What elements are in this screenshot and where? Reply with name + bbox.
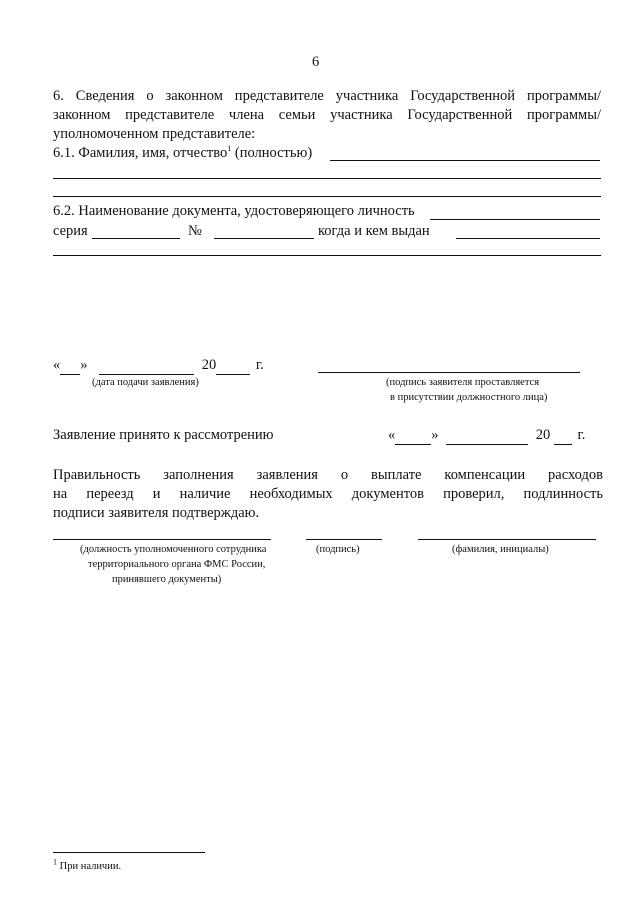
submission-close-quote: » — [80, 357, 88, 373]
officer-position-caption-3: принявшего документы) — [112, 574, 222, 585]
footnote-mark: 1 — [53, 857, 57, 867]
officer-position-caption-1: (должность уполномоченного сотрудника — [80, 544, 267, 555]
document-name-line[interactable] — [430, 219, 600, 220]
series-field-line[interactable] — [92, 238, 180, 239]
officer-name-line[interactable] — [418, 539, 596, 540]
footnote-text: При наличии. — [59, 861, 122, 872]
issued-label: когда и кем выдан — [318, 223, 430, 239]
submission-date-row — [53, 357, 264, 375]
officer-name-caption: (фамилия, инициалы) — [452, 544, 549, 555]
accepted-day-field[interactable] — [395, 427, 431, 445]
accepted-date-row — [388, 427, 585, 445]
fio-label-row — [53, 145, 312, 162]
accepted-month-field[interactable] — [446, 427, 528, 445]
fio-extra-line-2[interactable] — [53, 196, 601, 197]
accepted-year-prefix: 20 — [535, 427, 551, 443]
accepted-label: Заявление принято к рассмотрению — [53, 427, 274, 443]
officer-position-caption-2: территориального органа ФМС России, — [88, 559, 266, 570]
footnote — [53, 857, 122, 873]
submission-date-caption: (дата подачи заявления) — [92, 377, 199, 388]
signature-caption-line-1: (подпись заявителя проставляется — [386, 377, 540, 388]
section-6-line-1: 6. Сведения о законном представителе участника Государственной программы/ — [53, 88, 601, 104]
officer-signature-line[interactable] — [306, 539, 382, 540]
issued-extra-line[interactable] — [53, 255, 601, 256]
accepted-year-field[interactable] — [554, 427, 572, 445]
submission-open-quote: « — [53, 357, 61, 373]
fio-footnote-mark: 1 — [227, 144, 232, 154]
submission-year-prefix: 20 — [201, 357, 217, 373]
page-number: 6 — [312, 54, 320, 70]
accepted-close-quote: » — [431, 427, 439, 443]
number-label: № — [188, 223, 202, 239]
footnote-separator — [53, 852, 205, 853]
submission-year-suffix: г. — [255, 357, 264, 373]
number-field-line[interactable] — [214, 238, 314, 239]
signature-caption-line-2: в присутствии должностного лица) — [390, 392, 548, 403]
officer-position-line[interactable] — [53, 539, 271, 540]
fio-suffix: (полностью) — [234, 145, 313, 161]
verification-line-3: подписи заявителя подтверждаю. — [53, 505, 260, 521]
verification-line-2: на переезд и наличие необходимых документов проверил, подлинность — [53, 486, 603, 502]
officer-signature-caption: (подпись) — [316, 544, 360, 555]
accepted-year-suffix: г. — [577, 427, 586, 443]
fio-field-line[interactable] — [330, 160, 600, 161]
fio-extra-line-1[interactable] — [53, 178, 601, 179]
section-6-line-2: законном представителе члена семьи участника Государственной программы/ — [53, 107, 601, 123]
submission-day-field[interactable] — [60, 357, 80, 375]
submission-month-field[interactable] — [99, 357, 194, 375]
submission-year-field[interactable] — [216, 357, 250, 375]
applicant-signature-line[interactable] — [318, 372, 580, 373]
section-6-line-3: уполномоченном представителе: — [53, 126, 256, 142]
issued-field-line[interactable] — [456, 238, 600, 239]
accepted-open-quote: « — [388, 427, 396, 443]
verification-line-1: Правильность заполнения заявления о выплате компенсации расходов — [53, 467, 603, 483]
series-label: серия — [53, 223, 88, 239]
document-label: 6.2. Наименование документа, удостоверяющего личность — [53, 203, 415, 219]
fio-label: 6.1. Фамилия, имя, отчество — [53, 145, 228, 161]
